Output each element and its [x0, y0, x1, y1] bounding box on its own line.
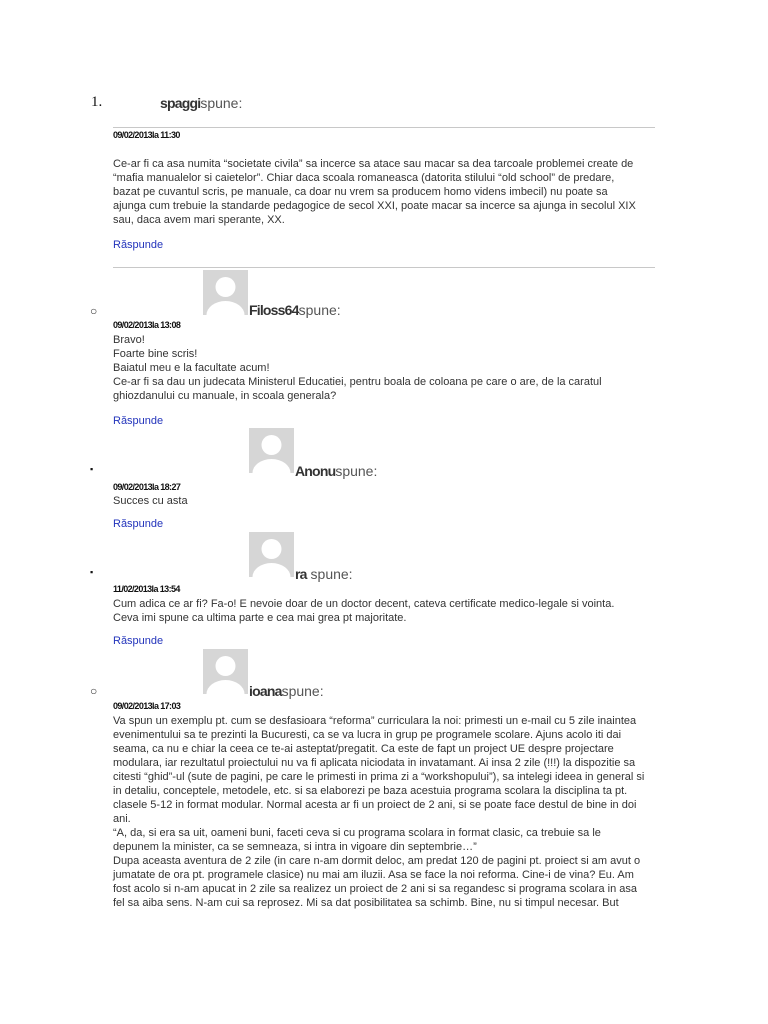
comment-author-line — [295, 463, 377, 479]
comment-text-line: seama, ca nu e chiar la ceea ce te-ai asteptat/pregatit. Ca este de fapt un project UE despre projectare — [113, 743, 614, 755]
comment-date[interactable]: 09/02/2013la 18:27 — [113, 482, 181, 492]
reply-link[interactable]: Răspunde — [113, 518, 164, 530]
comment-text-line: Baiatul meu e la facultate acum! — [113, 362, 270, 374]
comment-author[interactable]: spaggi — [160, 95, 201, 111]
comment-text-line: ajunga cum trebuie la standarde pedagogice de secol XXI, poate macar sa incerce sa ajunga in secolul XIX — [113, 200, 636, 212]
comment-text-line: Ceva imi spune ca ultima parte e cea mai grea pt majoritate. — [113, 612, 407, 624]
comment-body — [113, 494, 658, 508]
comment-author-line — [249, 302, 341, 318]
comment-text-line: Cum adica ce ar fi? Fa-o! E nevoie doar de un doctor decent, cateva certificate medico-legale si vointa. — [113, 598, 615, 610]
comment-date[interactable]: 09/02/2013la 13:08 — [113, 320, 181, 330]
comment-text-line: depunem la minister, ca se semneaza, si intra in vigoare din septembrie…” — [113, 841, 477, 853]
says-label: spune: — [281, 683, 324, 699]
comment-text-line: “A, da, si era sa uit, oameni buni, faceti ceva si cu programa scolara in format clasic, ca trebuie sa le — [113, 827, 601, 839]
avatar[interactable] — [249, 428, 294, 473]
comment-text-line: bazat pe cuvantul scris, pe manuale, ca doar nu vrem sa producem homo videns imbecil) nu poate sa — [113, 186, 608, 198]
comment-author-line — [295, 566, 353, 582]
user-silhouette-icon — [203, 270, 248, 315]
comment-body — [113, 333, 658, 403]
comment-body — [113, 597, 658, 625]
list-circle-marker: ○ — [90, 304, 98, 318]
comment-text-line: “mafia manualelor si caietelor”. Chiar daca scoala romaneasca (datorita stilului “old school” de predare, — [113, 172, 615, 184]
reply-link[interactable]: Răspunde — [113, 239, 164, 251]
avatar[interactable] — [203, 270, 248, 315]
comment-text-line: Dupa aceasta aventura de 2 zile (in care n-am dormit deloc, am predat 120 de pagini pt. proiect si am avut o — [113, 855, 641, 867]
list-circle-marker: ○ — [90, 684, 98, 698]
comment-body — [113, 714, 658, 910]
comment-author[interactable]: ioana — [249, 683, 282, 699]
comment-text-line: fel sa aiba sens. N-am cui sa reprosez. Mi sa dat posibilitatea sa schimb. Bine, nu si timpul necesar. But — [113, 897, 619, 909]
comment-text-line: modulara, iar rezultatul proiectului nu va fi aplicata niciodata in invatamant. Ai insa 2 zile (!!!) la dispozitie sa — [113, 757, 636, 769]
comment-text-line: Va spun un exemplu pt. cum se desfasioara “reforma” curriculara la noi: primesti un e-mail cu 5 zile inaintea — [113, 715, 637, 727]
comment-author[interactable]: Anonu — [295, 463, 336, 479]
list-square-marker: ▪ — [90, 567, 94, 577]
comment-text-line: ghiozdanului cu manuale, in scoala generala? — [113, 390, 337, 402]
avatar[interactable] — [249, 532, 294, 577]
comment-author-line — [160, 95, 242, 111]
comment-text-line: in detaliu, conceptele, metodele, etc. si sa elaborezi pe baza acestuia programa scolara la disciplina ta pt. — [113, 785, 628, 797]
comment-body — [113, 157, 658, 227]
divider — [113, 267, 655, 268]
comment-text-line: ani. — [113, 813, 131, 825]
comment-date[interactable]: 11/02/2013la 13:54 — [113, 584, 180, 594]
comment-text-line: Foarte bine scris! — [113, 348, 198, 360]
says-label: spune: — [335, 463, 378, 479]
comment-author[interactable]: ra — [295, 566, 307, 582]
comment-date[interactable]: 09/02/2013la 11:30 — [113, 130, 180, 140]
user-silhouette-icon — [203, 649, 248, 694]
comment-text-line: sau, daca avem mari sperante, XX. — [113, 214, 285, 226]
says-label: spune: — [298, 302, 341, 318]
avatar[interactable] — [203, 649, 248, 694]
comment-text-line: citesti “ghid”-ul (sute de pagini, pe care le primesti in prima zi a “workshopului”), sa intelegi ideea in general si — [113, 771, 645, 783]
comment-text-line: Ce-ar fi sa dau un judecata Ministerul Educatiei, pentru boala de coloana pe care o are, de la caratul — [113, 376, 602, 388]
reply-link[interactable]: Răspunde — [113, 415, 164, 427]
comment-text-line: evenimentului sa te prezinti la Bucuresti, ca se va lucra in grup pe programele scolare. Ajuns acolo iti dai — [113, 729, 622, 741]
comment-author-line — [249, 683, 324, 699]
comment-text-line: Succes cu asta — [113, 495, 188, 507]
comment-text-line: Ce-ar fi ca asa numita “societate civila” sa incerce sa atace sau macar sa dea tarcoale problemei create de — [113, 158, 634, 170]
list-number-marker: 1. — [91, 94, 103, 110]
list-square-marker: ▪ — [90, 464, 94, 474]
says-label: spune: — [200, 95, 243, 111]
comment-author[interactable]: Filoss64 — [249, 302, 299, 318]
user-silhouette-icon — [249, 428, 294, 473]
says-label: spune: — [310, 566, 353, 582]
comment-text-line: fost acolo si n-am apucat in 2 zile sa realizez un proiect de 2 ani si sa regandesc si programa scolara in asa — [113, 883, 637, 895]
comment-text-line: clasele 5-12 in format modular. Normal acesta ar fi un proiect de 2 ani, si se poate face destul de bine in doi — [113, 799, 637, 811]
comment-date[interactable]: 09/02/2013la 17:03 — [113, 701, 181, 711]
divider — [113, 127, 655, 128]
comment-text-line: Bravo! — [113, 334, 145, 346]
reply-link[interactable]: Răspunde — [113, 635, 164, 647]
user-silhouette-icon — [249, 532, 294, 577]
comment-text-line: jumatate de ora pt. programele clasice) nu mai am iluzii. Asa se face la noi reforma. Cine-i de vina? Eu. Am — [113, 869, 634, 881]
